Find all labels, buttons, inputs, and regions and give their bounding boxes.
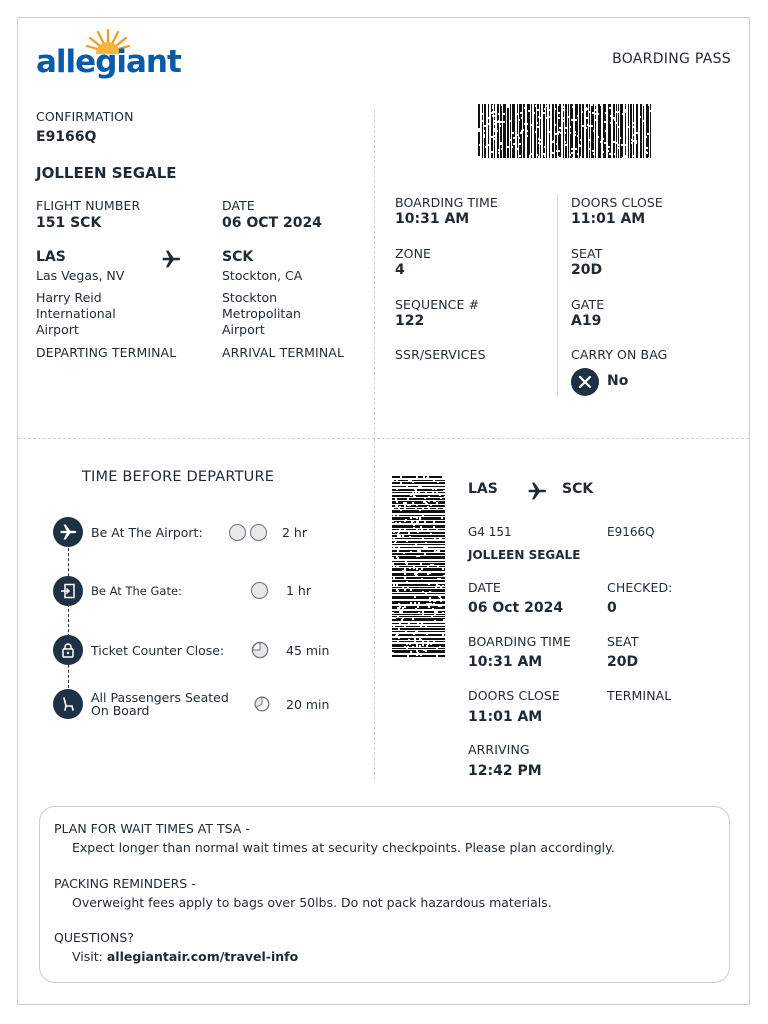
barcode-bar bbox=[563, 104, 564, 158]
airport-plane-icon bbox=[53, 517, 83, 547]
clock-three-quarter-icon bbox=[251, 641, 269, 659]
plane-icon bbox=[161, 249, 181, 269]
allegiant-logo bbox=[36, 26, 181, 82]
stub-confirmation: E9166Q bbox=[607, 525, 655, 539]
origin-airport: Harry Reid International Airport bbox=[36, 290, 116, 337]
vertical-divider-top bbox=[374, 110, 375, 440]
stub-seat-label: SEAT bbox=[607, 634, 639, 649]
doors-close-time: 11:01 AM bbox=[571, 211, 646, 227]
all-seated-label: All Passengers Seated On Board bbox=[91, 690, 229, 718]
flight-date: 06 OCT 2024 bbox=[222, 215, 322, 231]
questions-title: QUESTIONS? bbox=[54, 930, 134, 945]
barcode-bar bbox=[636, 104, 638, 158]
barcode-bar bbox=[633, 104, 634, 158]
destination-airport: Stockton Metropolitan Airport bbox=[222, 290, 301, 337]
be-at-airport-duration: 2 hr bbox=[282, 525, 307, 540]
barcode-bar bbox=[630, 104, 632, 158]
stub-destination: SCK bbox=[562, 481, 594, 497]
barcode-bar bbox=[628, 104, 629, 158]
barcode-bar bbox=[392, 538, 445, 539]
clock-full-icon bbox=[229, 524, 246, 541]
boarding-time: 10:31 AM bbox=[395, 211, 470, 227]
barcode-bar bbox=[392, 561, 445, 562]
vertical-divider-bottom bbox=[374, 440, 375, 780]
barcode-bar bbox=[507, 104, 509, 158]
barcode-bar bbox=[565, 104, 567, 158]
stub-date: 06 Oct 2024 bbox=[468, 600, 564, 616]
barcode-bar bbox=[510, 104, 511, 158]
timeline-connector bbox=[68, 548, 69, 688]
stub-terminal-label: TERMINAL bbox=[607, 688, 672, 703]
stub-checked-label: CHECKED: bbox=[607, 580, 673, 595]
barcode-bar bbox=[488, 104, 489, 158]
destination-code: SCK bbox=[222, 249, 254, 265]
destination-city: Stockton, CA bbox=[222, 268, 303, 283]
boarding-barcode bbox=[478, 104, 652, 158]
passenger-name: JOLLEEN SEGALE bbox=[36, 164, 177, 182]
zone-value: 4 bbox=[395, 262, 405, 278]
barcode-bar bbox=[392, 544, 445, 545]
barcode-bar bbox=[392, 614, 445, 615]
doors-close-label: DOORS CLOSE bbox=[571, 195, 663, 210]
barcode-bar bbox=[640, 104, 642, 158]
barcode-bar bbox=[392, 618, 445, 621]
barcode-bar bbox=[512, 104, 515, 158]
barcode-bar bbox=[392, 498, 445, 500]
barcode-bar bbox=[392, 587, 445, 588]
origin-code: LAS bbox=[36, 249, 66, 265]
stub-seat: 20D bbox=[607, 654, 639, 670]
barcode-bar bbox=[540, 104, 541, 158]
stub-barcode bbox=[392, 476, 445, 656]
barcode-bar bbox=[650, 104, 651, 158]
tsa-notice-body: Expect longer than normal wait times at security checkpoints. Please plan accordingly. bbox=[72, 840, 615, 855]
barcode-bar bbox=[392, 641, 445, 642]
barcode-bar bbox=[392, 580, 445, 582]
barcode-bar bbox=[392, 489, 445, 491]
stub-flight-code: G4 151 bbox=[468, 525, 512, 539]
visit-line bbox=[72, 949, 298, 964]
lock-icon bbox=[53, 635, 83, 665]
plane-icon bbox=[527, 481, 547, 501]
stub-arriving-label: ARRIVING bbox=[468, 742, 530, 757]
flight-number-label: FLIGHT NUMBER bbox=[36, 198, 141, 213]
stub-origin: LAS bbox=[468, 481, 498, 497]
all-seated-duration: 20 min bbox=[286, 697, 330, 712]
barcode-bar bbox=[568, 104, 569, 158]
travel-notices bbox=[39, 806, 730, 983]
info-grid-divider bbox=[557, 194, 558, 396]
ssr-services-label: SSR/SERVICES bbox=[395, 347, 486, 362]
stub-arriving: 12:42 PM bbox=[468, 763, 542, 779]
departing-terminal-label: DEPARTING TERMINAL bbox=[36, 345, 177, 360]
boarding-time-label: BOARDING TIME bbox=[395, 195, 498, 210]
stub-checked: 0 bbox=[607, 600, 617, 616]
logo-wordmark: allegiant bbox=[36, 44, 181, 80]
barcode-bar bbox=[646, 104, 649, 158]
document-title: BOARDING PASS bbox=[612, 51, 731, 67]
carry-on-label: CARRY ON BAG bbox=[571, 347, 668, 362]
gate-value: A19 bbox=[571, 313, 602, 329]
be-at-airport-label: Be At The Airport: bbox=[91, 525, 203, 540]
be-at-gate-duration: 1 hr bbox=[286, 583, 311, 598]
stub-date-label: DATE bbox=[468, 580, 501, 595]
zone-label: ZONE bbox=[395, 246, 432, 261]
timeline-title: TIME BEFORE DEPARTURE bbox=[82, 469, 275, 485]
carry-on-value: No bbox=[607, 373, 629, 389]
barcode-bar bbox=[392, 495, 445, 497]
gate-door-icon bbox=[53, 576, 83, 606]
stub-boarding-time: 10:31 AM bbox=[468, 654, 543, 670]
stub-boarding-time-label: BOARDING TIME bbox=[468, 634, 571, 649]
date-label: DATE bbox=[222, 198, 255, 213]
flight-number: 151 SCK bbox=[36, 215, 102, 231]
barcode-bar bbox=[392, 573, 445, 576]
confirmation-label: CONFIRMATION bbox=[36, 109, 134, 124]
travel-info-link[interactable]: allegiantair.com/travel-info bbox=[106, 949, 299, 964]
barcode-bar bbox=[392, 589, 445, 592]
origin-city: Las Vegas, NV bbox=[36, 268, 125, 283]
ticket-counter-close-duration: 45 min bbox=[286, 643, 330, 658]
barcode-bar bbox=[392, 616, 445, 617]
barcode-bar bbox=[392, 541, 445, 543]
tsa-notice-title: PLAN FOR WAIT TIMES AT TSA - bbox=[54, 821, 250, 836]
close-x-icon bbox=[571, 368, 599, 396]
stub-passenger: JOLLEEN SEGALE bbox=[468, 548, 581, 562]
seat-label: SEAT bbox=[571, 246, 603, 261]
confirmation-value: E9166Q bbox=[36, 129, 97, 145]
barcode-bar bbox=[392, 626, 445, 627]
visit-prefix: Visit: bbox=[72, 949, 103, 964]
stub-doors-close: 11:01 AM bbox=[468, 709, 543, 725]
clock-full-icon bbox=[251, 582, 268, 599]
barcode-bar bbox=[392, 563, 445, 565]
barcode-bar bbox=[392, 631, 445, 632]
gate-label: GATE bbox=[571, 297, 605, 312]
packing-notice-title: PACKING REMINDERS - bbox=[54, 876, 196, 891]
seat-value: 20D bbox=[571, 262, 603, 278]
stub-doors-close-label: DOORS CLOSE bbox=[468, 688, 560, 703]
ticket-counter-close-label: Ticket Counter Close: bbox=[91, 643, 225, 658]
clock-full-icon bbox=[250, 524, 267, 541]
clock-third-icon bbox=[254, 696, 270, 712]
packing-notice-body: Overweight fees apply to bags over 50lbs. Do not pack hazardous materials. bbox=[72, 895, 552, 910]
seat-icon bbox=[53, 689, 83, 719]
barcode-bar bbox=[552, 104, 554, 158]
be-at-gate-label: Be At The Gate: bbox=[91, 584, 182, 598]
arrival-terminal-label: ARRIVAL TERMINAL bbox=[222, 345, 345, 360]
sequence-value: 122 bbox=[395, 313, 425, 329]
barcode-bar bbox=[537, 104, 539, 158]
sequence-label: SEQUENCE # bbox=[395, 297, 480, 312]
horizontal-divider bbox=[18, 438, 749, 439]
